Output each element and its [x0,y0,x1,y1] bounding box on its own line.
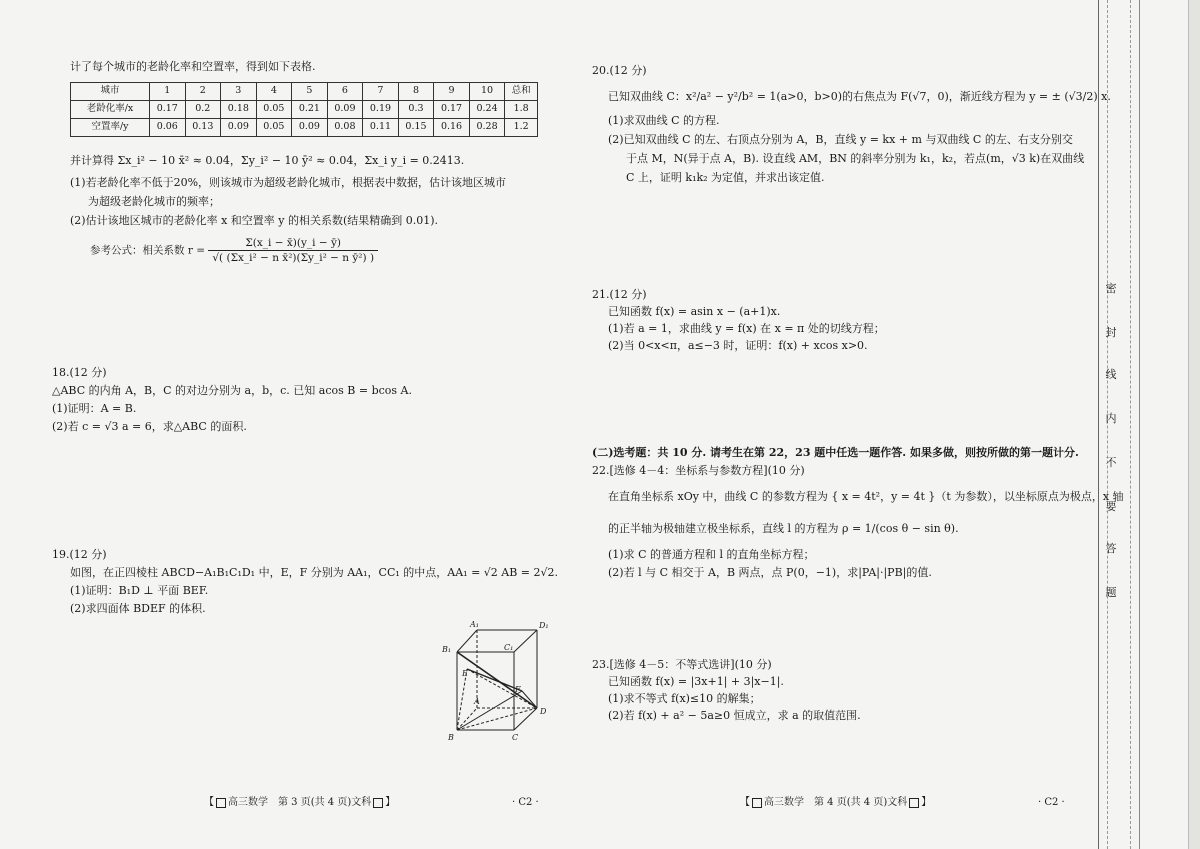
page-edge [1188,0,1200,849]
q21-part2: (2)当 0<x<π，a≤−3 时，证明：f(x) + xcos x>0. [608,339,868,352]
table-cell: 0.28 [469,119,505,137]
q22-part2: (2)若 l 与 C 相交于 A，B 两点，点 P(0，−1)，求|PA|·|PB|的值. [608,566,932,579]
table-cell: 7 [363,83,399,101]
binding-margin-char: 密 [1105,282,1117,295]
label-A1: A₁ [470,620,479,629]
q23-part2: (2)若 f(x) + a² − 5a≥0 恒成立，求 a 的取值范围. [608,709,861,722]
calc-text: 并计算得 Σx_i² − 10 x̄² ≈ 0.04，Σy_i² − 10 ȳ² ≈ 0.04，Σx_i y_i = 0.2413. [70,154,465,167]
q18-text: △ABC 的内角 A，B，C 的对边分别为 a，b，c. 已知 acos B = bcos A. [52,384,412,397]
formula-denominator: √( (Σx_i² − n x̄²)(Σy_i² − n ȳ²) ) [212,252,375,265]
table-cell: 0.09 [327,101,363,119]
q21-heading: 21.(12 分) [592,288,647,301]
table-cell: 10 [469,83,505,101]
label-C: C [512,733,519,742]
q17-part2: (2)估计该地区城市的老龄化率 x 和空置率 y 的相关系数(结果精确到 0.01). [70,214,439,227]
table-cell: 3 [221,83,257,101]
q19-part2: (2)求四面体 BDEF 的体积. [70,602,206,615]
right-page-code: · C2 · [1038,797,1065,808]
table-cell: 0.3 [398,101,434,119]
right-page [580,0,1124,849]
table-cell: 9 [434,83,470,101]
q18-part2: (2)若 c = √3 a = 6，求△ABC 的面积. [52,420,247,433]
table-cell: 空置率/y [71,119,150,137]
q21-text: 已知函数 f(x) = asin x − (a+1)x. [608,305,781,318]
table-cell: 0.16 [434,119,470,137]
table-cell: 0.2 [185,101,221,119]
table-cell: 0.09 [292,119,328,137]
table-cell: 0.13 [185,119,221,137]
elective-instructions: (二)选考题：共 10 分. 请考生在第 22，23 题中任选一题作答. 如果多做，则按所做的第一题计分. [592,446,1079,459]
label-C1: C₁ [504,643,514,652]
q20-heading: 20.(12 分) [592,64,647,77]
q17-part1: (1)若老龄化率不低于20%，则该城市为超级老龄化城市，根据表中数据，估计该地区城市 [70,176,507,189]
q22-text-cont: 的正半轴为极轴建立极坐标系，直线 l 的方程为 ρ = 1/(cos θ − sin θ). [608,522,959,535]
q18-part1: (1)证明：A = B. [52,402,137,415]
q19-text: 如图，在正四棱柱 ABCD−A₁B₁C₁D₁ 中，E，F 分别为 AA₁，CC₁ 的中点，AA₁ = √2 AB = 2√2. [70,566,559,579]
formula-label: 参考公式：相关系数 r = [90,244,205,257]
label-E: E [462,669,468,678]
logo-icon [216,798,226,808]
q23-text: 已知函数 f(x) = |3x+1| + 3|x−1|. [608,675,784,688]
binding-margin-char: 封 [1105,326,1117,339]
binding-margin-char: 线 [1105,368,1117,381]
table-cell: 总和 [505,83,538,101]
table-cell: 4 [256,83,292,101]
label-F: F [515,685,521,694]
table-cell: 0.09 [221,119,257,137]
table-cell: 0.18 [221,101,257,119]
table-cell: 0.17 [150,101,186,119]
table-cell: 城市 [71,83,150,101]
table-cell: 8 [398,83,434,101]
q20-part2-cont1: 于点 M，N(异于点 A，B). 设直线 AM，BN 的斜率分别为 k₁，k₂，若点(m，√3 k)在双曲线 [626,152,1085,165]
table-cell: 2 [185,83,221,101]
table-cell: 5 [292,83,328,101]
table-cell: 0.21 [292,101,328,119]
table-cell: 0.05 [256,119,292,137]
table-cell: 1.2 [505,119,538,137]
table-cell: 0.15 [398,119,434,137]
logo-icon [752,798,762,808]
logo-icon [909,798,919,808]
q20-part1: (1)求双曲线 C 的方程. [608,114,720,127]
table-cell: 0.08 [327,119,363,137]
table-row [71,119,538,137]
binding-margin-char: 题 [1105,586,1117,599]
right-footer: 【 高三数学 第 4 页(共 4 页)文科 】 [740,797,932,808]
q21-part1: (1)若 a = 1，求曲线 y = f(x) 在 x = π 处的切线方程； [608,322,885,335]
formula-numerator: Σ(x_i − x̄)(y_i − ȳ) [208,236,378,251]
q23-part1: (1)求不等式 f(x)≤10 的解集； [608,692,761,705]
logo-icon [373,798,383,808]
q23-heading: 23.[选修 4－5：不等式选讲](10 分) [592,658,772,671]
q20-part2-cont2: C 上，证明 k₁k₂ 为定值，并求出该定值. [626,171,825,184]
label-D1: D₁ [539,621,549,630]
q19-heading: 19.(12 分) [52,548,107,561]
correlation-formula [90,236,378,265]
q22-heading: 22.[选修 4－4：坐标系与参数方程](10 分) [592,464,805,477]
stats-table [70,82,538,137]
table-cell: 0.17 [434,101,470,119]
binding-margin-char: 内 [1105,412,1117,425]
binding-margin-char: 不 [1105,456,1117,469]
label-D: D [540,707,547,716]
binding-margin-char: 答 [1105,542,1117,555]
table-cell: 0.05 [256,101,292,119]
table-cell: 1 [150,83,186,101]
q18-heading: 18.(12 分) [52,366,107,379]
left-page [0,0,580,849]
table-cell: 0.11 [363,119,399,137]
q22-text: 在直角坐标系 xOy 中，曲线 C 的参数方程为 { x = 4t²，y = 4t }（t 为参数），以坐标原点为极点，x 轴 [608,490,1124,503]
label-B: B [448,733,454,742]
label-A: A [474,697,480,706]
prism-figure [432,618,562,746]
q20-part2: (2)已知双曲线 C 的左、右顶点分别为 A，B，直线 y = kx + m 与双曲线 C 的左、右支分别交 [608,133,1073,146]
table-cell: 0.19 [363,101,399,119]
table-cell: 0.06 [150,119,186,137]
table-cell: 1.8 [505,101,538,119]
table-cell: 0.24 [469,101,505,119]
label-B1: B₁ [442,645,452,654]
left-footer: 【 高三数学 第 3 页(共 4 页)文科 】 [204,797,396,808]
table-cell: 6 [327,83,363,101]
q17-part1-cont: 为超级老龄化城市的频率； [88,195,220,208]
q22-part1: (1)求 C 的普通方程和 l 的直角坐标方程； [608,548,815,561]
table-cell: 老龄化率/x [71,101,150,119]
q20-text: 已知双曲线 C：x²/a² − y²/b² = 1(a>0，b>0)的右焦点为 F(√7，0)，渐近线方程为 y = ± (√3/2) x. [608,90,1111,103]
table-row [71,101,538,119]
left-page-code: · C2 · [512,797,539,808]
table-header-row [71,83,538,101]
intro-text: 计了每个城市的老龄化率和空置率，得到如下表格. [70,60,316,73]
binding-margin-char: 要 [1105,500,1117,513]
q19-part1: (1)证明：B₁D ⊥ 平面 BEF. [70,584,209,597]
